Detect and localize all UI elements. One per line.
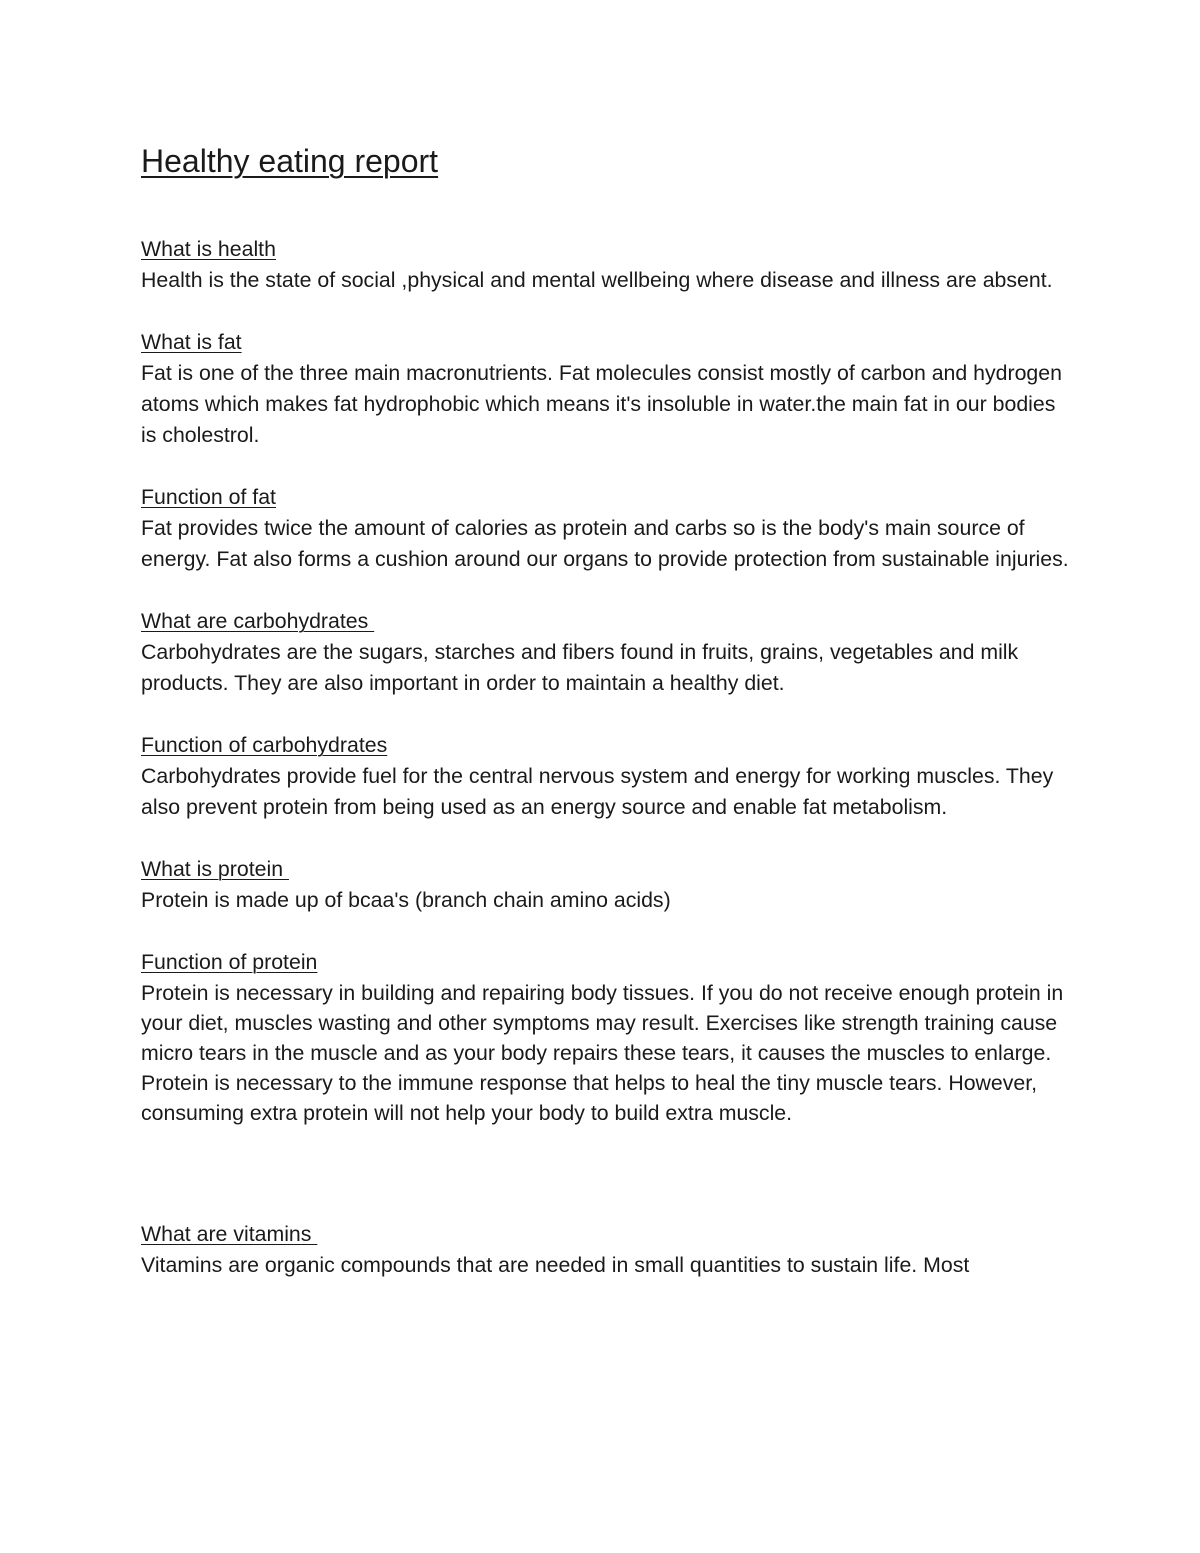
section-heading: Function of fat	[141, 485, 276, 509]
section-what-is-protein	[141, 854, 1071, 916]
section-heading: What are carbohydrates	[141, 609, 375, 633]
section-paragraph: Fat provides twice the amount of calories as protein and carbs so is the body's main source of energy. Fat also forms a cushion around our organs to provide protection from sustainable injuries.	[141, 516, 1069, 571]
section-heading: What is health	[141, 237, 276, 261]
document-title: Healthy eating report	[141, 143, 439, 179]
section-paragraph: Vitamins are organic compounds that are needed in small quantities to sustain life. Most	[141, 1253, 970, 1277]
section-heading: What are vitamins	[141, 1222, 318, 1246]
section-paragraph: Protein is necessary in building and repairing body tissues. If you do not receive enough protein in your diet, muscles wasting and other symptoms may result. Exercises like strength training cause micro tears in the muscle and as your body repairs these tears, it causes the muscles to enlarge. Protein is necessary to the immune response that helps to heal the tiny muscle tears. However, consuming extra protein will not help your body to build extra muscle.	[141, 981, 1064, 1125]
section-paragraph: Health is the state of social ,physical and mental wellbeing where disease and illness are absent.	[141, 268, 1053, 292]
section-what-is-health	[141, 234, 1071, 296]
section-heading: Function of carbohydrates	[141, 733, 388, 757]
section-paragraph: Fat is one of the three main macronutrients. Fat molecules consist mostly of carbon and hydrogen atoms which makes fat hydrophobic which means it's insoluble in water.the main fat in our bodies is cholestrol.	[141, 361, 1062, 447]
section-what-are-vitamins	[141, 1219, 1071, 1281]
section-paragraph: Protein is made up of bcaa's (branch chain amino acids)	[141, 888, 671, 912]
section-paragraph: Carbohydrates provide fuel for the central nervous system and energy for working muscles. They also prevent protein from being used as an energy source and enable fat metabolism.	[141, 764, 1054, 819]
section-function-of-fat	[141, 482, 1071, 575]
section-function-of-protein	[141, 947, 1071, 1128]
section-what-are-carbohydrates	[141, 606, 1071, 699]
section-what-is-fat	[141, 327, 1071, 451]
section-heading: What is protein	[141, 857, 289, 881]
section-paragraph: Carbohydrates are the sugars, starches and fibers found in fruits, grains, vegetables and milk products. They are also important in order to maintain a healthy diet.	[141, 640, 1019, 695]
section-heading: What is fat	[141, 330, 242, 354]
section-function-of-carbohydrates	[141, 730, 1071, 823]
document-body	[141, 234, 1071, 1312]
section-heading: Function of protein	[141, 950, 318, 974]
